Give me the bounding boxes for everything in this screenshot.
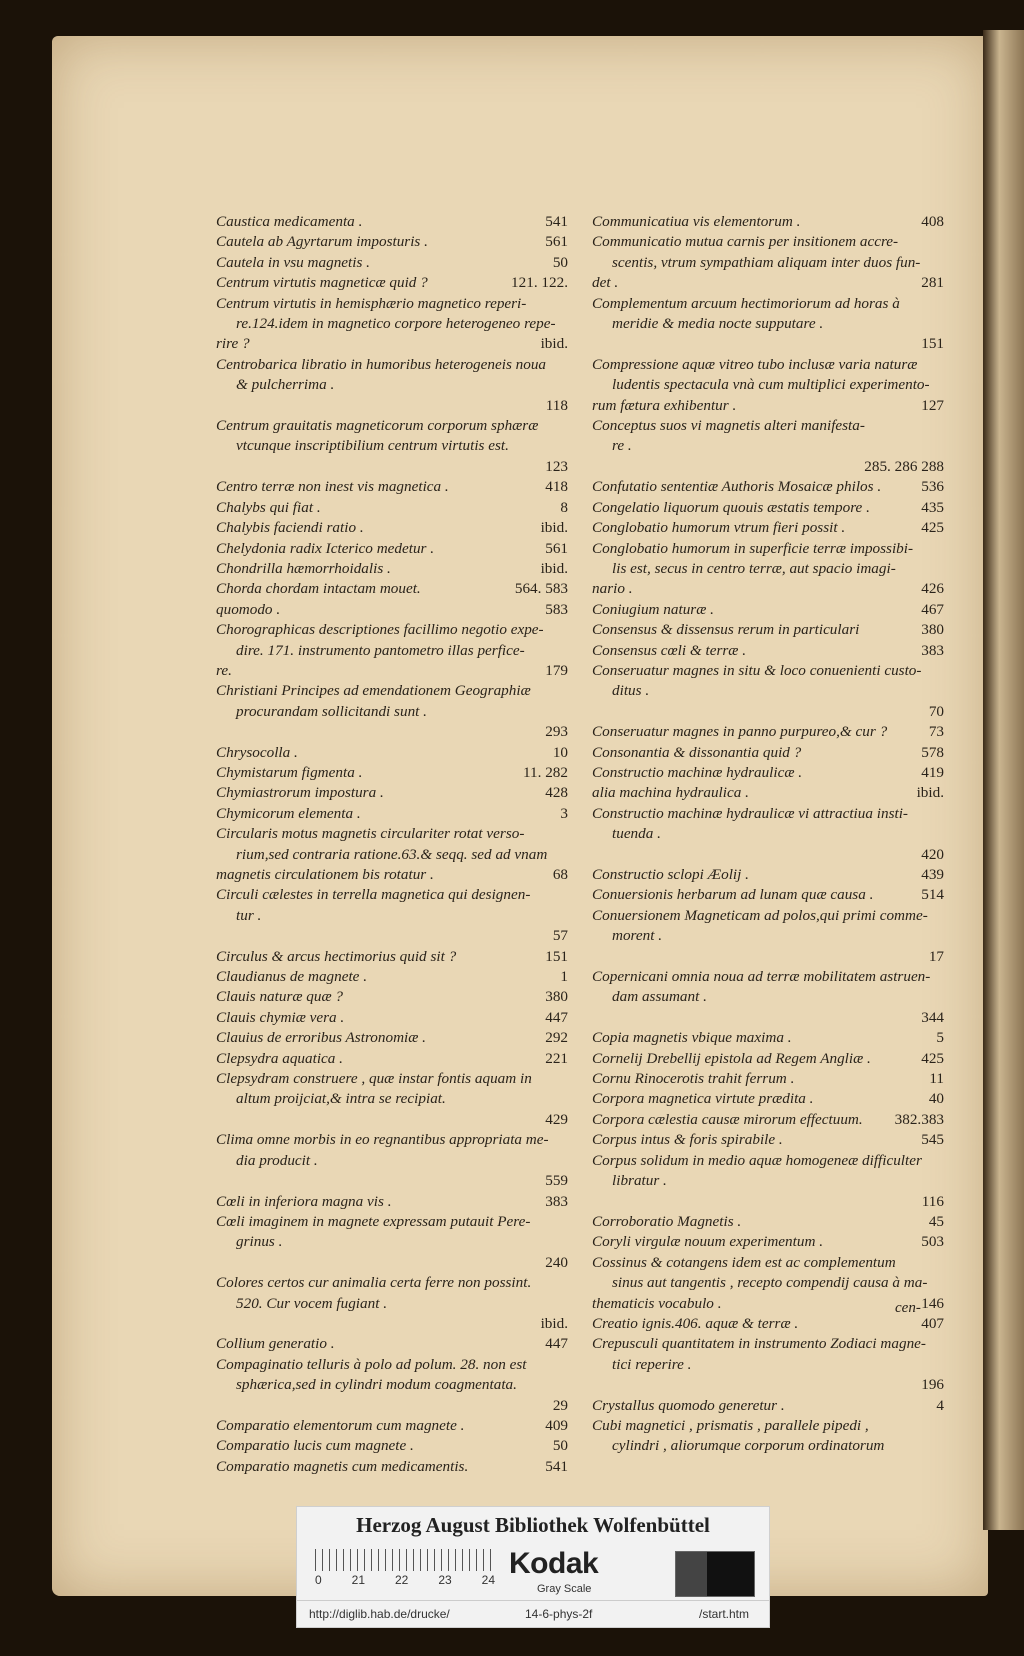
index-entry (592, 1110, 948, 1130)
start-link[interactable]: /start.htm (699, 1607, 750, 1621)
entry-text: det . (592, 274, 619, 292)
page-reference: 50 (552, 253, 568, 271)
url-strip (297, 1600, 769, 1627)
entry-text: Circulus & arcus hectimorius quid sit ? (216, 947, 457, 965)
entry-text: Christiani Principes ad emendationem Geographiæ (216, 682, 531, 700)
index-entry (592, 1028, 948, 1048)
page-reference: 73 (928, 723, 944, 741)
entry-continuation: rium,sed contraria ratione.63.& seqq. sed ad vnam (236, 845, 548, 863)
page-reference: 425 (921, 519, 944, 537)
page-reference: ibid. (916, 784, 944, 802)
page-reference: 45 (928, 1212, 944, 1230)
index-entry (216, 1334, 572, 1354)
index-entry (216, 579, 572, 599)
index-entry (216, 1457, 572, 1477)
page-reference: ibid. (540, 335, 568, 353)
entry-text: Coryli virgulæ nouum experimentum . (592, 1233, 824, 1251)
entry-continuation: lis est, secus in centro terræ, aut spacio imagi- (612, 559, 896, 577)
page-reference: 10 (552, 743, 568, 761)
entry-text: Chelydonia radix Icterico medetur . (216, 539, 435, 557)
page-reference: 383 (921, 641, 944, 659)
index-entry (592, 641, 948, 661)
index-entry (216, 334, 572, 354)
page-reference: 151 (921, 335, 944, 353)
page-reference: 435 (921, 498, 944, 516)
index-entry (216, 763, 572, 783)
page-reference: 118 (545, 396, 568, 414)
index-entry (216, 1008, 572, 1028)
entry-text: Chalybs qui fiat . (216, 498, 321, 516)
index-entry (592, 661, 948, 702)
page-reference: 40 (928, 1090, 944, 1108)
page-reference: 68 (552, 866, 568, 883)
entry-text: Constructio machinæ hydraulicæ vi attractiua insti- (592, 804, 908, 822)
entry-text: Corroboratio Magnetis . (592, 1212, 742, 1230)
entry-continuation: dire. 171. instrumento pantometro illas perfice- (236, 641, 525, 659)
index-entry (592, 865, 948, 885)
gray-swatch (675, 1551, 755, 1597)
index-entry (592, 1416, 948, 1457)
entry-text: Corpora magnetica virtute prædita . (592, 1090, 814, 1108)
gray-scale-label: Gray Scale (537, 1583, 592, 1595)
entry-text: Cubi magnetici , prismatis , parallele pipedi , (592, 1416, 869, 1434)
page-reference: 344 (921, 1008, 944, 1026)
index-entry (216, 1069, 572, 1110)
entry-text: Colores certos cur animalia certa ferre non possint. (216, 1274, 532, 1292)
page-reference: 503 (921, 1233, 944, 1251)
entry-text: Chorda chordam intactam mouet. (216, 580, 421, 598)
index-entry (592, 334, 948, 354)
index-entry (216, 926, 572, 946)
entry-continuation: ditus . (612, 682, 650, 700)
catchword: cen- (895, 1300, 921, 1316)
index-entry (216, 1273, 572, 1314)
page-reference: 17 (928, 947, 944, 965)
index-entry (592, 212, 948, 232)
entry-text: Corpora cælestia causæ mirorum effectuum. (592, 1110, 863, 1128)
page-reference: 221 (545, 1049, 568, 1067)
index-entry (216, 477, 572, 497)
entry-text: Clauius de erroribus Astronomiæ . (216, 1029, 426, 1047)
entry-continuation: altum proijciat,& intra se recipiat. (236, 1090, 446, 1108)
entry-continuation: sinus aut tangentis , recepto compendij causa à ma- (612, 1274, 928, 1292)
index-entry (216, 1130, 572, 1171)
entry-text: rum fætura exhibentur . (592, 396, 737, 414)
page-reference: 285. 286 288 (864, 457, 944, 475)
index-entry (216, 987, 572, 1007)
entry-text: Constructio machinæ hydraulicæ . (592, 763, 803, 781)
page-reference: 583 (545, 600, 568, 618)
entry-text: Cornelij Drebellij epistola ad Regem Angliæ . (592, 1049, 871, 1067)
page-reference: 561 (545, 233, 568, 251)
entry-continuation: re . (612, 437, 632, 455)
shelfmark: 14-6-phys-2f (525, 1607, 593, 1621)
entry-text: Clima omne morbis in eo regnantibus appropriata me- (216, 1131, 549, 1149)
page-reference: 380 (921, 621, 944, 639)
page-reference: 514 (921, 886, 944, 904)
entry-text: Chondrilla hæmorrhoidalis . (216, 559, 391, 577)
ruler-number: 24 (481, 1573, 495, 1587)
index-entry (592, 1334, 948, 1375)
entry-text: Conseruatur magnes in situ & loco conuenienti custo- (592, 661, 922, 679)
index-column-left (216, 212, 572, 1477)
index-entry (592, 232, 948, 273)
page-reference: 429 (545, 1110, 568, 1128)
index-entry (592, 477, 948, 497)
entry-text: Chymiastrorum impostura . (216, 784, 384, 802)
entry-text: nario . (592, 580, 633, 598)
page-reference: 57 (552, 927, 568, 945)
entry-text: alia machina hydraulica . (592, 784, 749, 802)
entry-text: Crepusculi quantitatem in instrumento Zodiaci magne- (592, 1335, 926, 1353)
entry-text: Clepsydra aquatica . (216, 1049, 343, 1067)
entry-continuation: 520. Cur vocem fugiant . (236, 1294, 388, 1312)
entry-text: Clauis chymiæ vera . (216, 1008, 345, 1026)
entry-text: Cornu Rinocerotis trahit ferrum . (592, 1070, 795, 1088)
index-entry (592, 498, 948, 518)
index-entry (592, 947, 948, 967)
page-reference: 426 (921, 580, 944, 598)
entry-text: Communicatiua vis elementorum . (592, 213, 801, 230)
index-entry (216, 1355, 572, 1396)
entry-text: Cautela in vsu magnetis . (216, 253, 370, 271)
index-entry (216, 804, 572, 824)
index-entry (592, 763, 948, 783)
index-entry (216, 294, 572, 335)
index-entry (216, 824, 572, 865)
page-reference: ibid. (540, 1314, 568, 1332)
index-entry (216, 1192, 572, 1212)
page-reference: 428 (545, 784, 568, 802)
entry-text: Cœli imaginem in magnete expressam putauit Pere- (216, 1212, 531, 1230)
index-entry (216, 1253, 572, 1273)
entry-text: Circularis motus magnetis circulariter rotat verso- (216, 825, 525, 843)
index-entry (592, 579, 948, 599)
entry-continuation: tuenda . (612, 825, 661, 843)
entry-text: Chorographicas descriptiones facillimo negotio expe- (216, 621, 544, 639)
entry-text: Claudianus de magnete . (216, 968, 368, 986)
page-reference: 123 (545, 457, 568, 475)
entry-text: Conglobatio humorum vtrum fieri possit . (592, 519, 846, 537)
index-entry (592, 620, 948, 640)
entry-text: Consensus & dissensus rerum in particulari (592, 621, 860, 639)
page-reference: 425 (921, 1049, 944, 1067)
page-reference: 50 (552, 1437, 568, 1455)
entry-text: Compaginatio telluris à polo ad polum. 28. non est (216, 1355, 527, 1373)
ruler-number: 22 (394, 1573, 409, 1587)
entry-continuation: dam assumant . (612, 988, 707, 1006)
entry-text: Centrum grauitatis magneticorum corporum sphæræ (216, 417, 539, 435)
page-reference: 564. 583 (514, 580, 568, 598)
entry-text: Copia magnetis vbique maxima . (592, 1029, 792, 1047)
entry-text: Consensus cœli & terræ . (592, 641, 746, 659)
page-reference: 179 (545, 661, 568, 679)
entry-text: Cœli in inferiora magna vis . (216, 1192, 392, 1210)
entry-text: Cautela ab Agyrtarum imposturis . (216, 233, 428, 251)
entry-text: thematicis vocabulo . (592, 1294, 722, 1312)
index-entry (216, 681, 572, 722)
page-reference: 281 (921, 274, 944, 292)
index-entry (216, 1212, 572, 1253)
page-gutter (983, 30, 1024, 1530)
ruler-numbers (315, 1573, 495, 1587)
entry-continuation: dia producit . (236, 1151, 318, 1169)
index-entry (216, 1396, 572, 1416)
page-reference: 11 (929, 1070, 944, 1088)
index-entry (592, 355, 948, 396)
page-reference: 419 (921, 763, 944, 781)
entry-text: Congelatio liquorum quouis æstatis tempore . (592, 498, 870, 516)
index-entry (592, 1253, 948, 1294)
entry-text: Corpus intus & foris spirabile . (592, 1131, 783, 1149)
library-name: Herzog August Bibliothek Wolfenbüttel (356, 1513, 710, 1537)
page-reference: 293 (545, 723, 568, 741)
digital-library-url[interactable]: http://diglib.hab.de/drucke/ (309, 1607, 450, 1621)
index-entry (592, 1130, 948, 1150)
index-entry (592, 967, 948, 1008)
entry-text: Clepsydram construere , quæ instar fontis aquam in (216, 1070, 532, 1088)
entry-text: Crystallus quomodo generetur . (592, 1396, 785, 1414)
entry-text: Coniugium naturæ . (592, 600, 714, 618)
index-entry (592, 906, 948, 947)
index-entry (592, 1151, 948, 1192)
entry-text: rire ? (216, 335, 250, 353)
index-entry (592, 1375, 948, 1395)
index-entry (592, 1069, 948, 1089)
entry-text: Chymistarum figmenta . (216, 763, 363, 781)
page-reference: 407 (921, 1314, 944, 1332)
entry-continuation: meridie & media nocte supputare . (612, 315, 824, 333)
index-entry (216, 865, 572, 885)
entry-text: Centrum virtutis in hemisphærio magnetico reperi- (216, 294, 527, 312)
index-entry (592, 273, 948, 293)
page-reference: 467 (921, 600, 944, 618)
index-entry (216, 539, 572, 559)
page-reference: ibid. (540, 559, 568, 577)
index-column-right (592, 212, 948, 1457)
page-reference: 292 (545, 1029, 568, 1047)
index-entry (216, 661, 572, 681)
index-entry (592, 885, 948, 905)
entry-continuation: libratur . (612, 1172, 667, 1190)
index-entry (592, 1008, 948, 1028)
index-entry (216, 1049, 572, 1069)
entry-continuation: tici reperire . (612, 1355, 692, 1373)
entry-text: quomodo . (216, 600, 281, 618)
index-entry (592, 600, 948, 620)
entry-text: re. (216, 661, 232, 679)
index-entry (216, 559, 572, 579)
entry-text: Conuersionem Magneticam ad polos,qui primi comme- (592, 906, 928, 924)
page-reference: 420 (921, 845, 944, 863)
index-entry (216, 457, 572, 477)
index-entry (216, 885, 572, 926)
entry-text: Collium generatio . (216, 1335, 335, 1353)
entry-text: Compressione aquæ vitreo tubo inclusæ varia naturæ (592, 355, 918, 373)
index-entry (592, 518, 948, 538)
entry-text: Corpus solidum in medio aquæ homogeneæ difficulter (592, 1151, 922, 1169)
page-reference: 240 (545, 1253, 568, 1271)
page-reference: 439 (921, 866, 944, 883)
page-reference: 127 (921, 396, 944, 414)
page-reference: ibid. (540, 519, 568, 537)
page-reference: 151 (545, 947, 568, 965)
entry-text: magnetis circulationem bis rotatur . (216, 866, 434, 883)
page-reference: 3 (560, 804, 568, 822)
index-entry (592, 845, 948, 865)
page-reference: 541 (545, 1457, 568, 1475)
library-color-target (296, 1506, 770, 1628)
index-entry (592, 416, 948, 457)
index-entry (216, 783, 572, 803)
index-entry (216, 1416, 572, 1436)
index-entry (216, 1028, 572, 1048)
entry-continuation: grinus . (236, 1233, 283, 1251)
ruler-number: 21 (351, 1573, 366, 1587)
index-entry (216, 273, 572, 293)
page-reference: 116 (921, 1192, 944, 1210)
page-reference: 541 (545, 213, 568, 230)
index-entry (216, 355, 572, 396)
entry-text: Centrobarica libratio in humoribus heterogeneis noua (216, 355, 547, 373)
index-entry (216, 600, 572, 620)
index-entry (216, 518, 572, 538)
entry-text: Chrysocolla . (216, 743, 298, 761)
entry-continuation: scentis, vtrum sympathiam aliquam inter duos fun- (612, 253, 921, 271)
entry-text: Conuersionis herbarum ad lunam quæ causa . (592, 886, 874, 904)
page-reference: 559 (545, 1172, 568, 1190)
page-reference: 578 (921, 743, 944, 761)
index-entry (216, 396, 572, 416)
entry-text: Caustica medicamenta . (216, 213, 363, 230)
entry-text: Chalybis faciendi ratio . (216, 519, 364, 537)
entry-text: Comparatio magnetis cum medicamentis. (216, 1457, 469, 1475)
index-entry (592, 1192, 948, 1212)
scale-ruler (315, 1549, 493, 1571)
page-reference: 418 (545, 478, 568, 496)
index-entry (216, 1314, 572, 1334)
entry-text: Cossinus & cotangens idem est ac complementum (592, 1253, 896, 1271)
index-entry (592, 783, 948, 803)
entry-text: Confutatio sententiæ Authoris Mosaicæ philos . (592, 478, 882, 496)
entry-text: Circuli cælestes in terrella magnetica qui designen- (216, 886, 531, 904)
index-entry (592, 294, 948, 335)
index-entry (592, 702, 948, 722)
entry-continuation: procurandam sollicitandi sunt . (236, 702, 427, 720)
page-reference: 5 (936, 1029, 944, 1047)
page-reference: 536 (921, 478, 944, 496)
page-reference: 1 (560, 968, 568, 986)
index-entry (592, 539, 948, 580)
page-reference: 4 (936, 1396, 944, 1414)
index-entry (592, 722, 948, 742)
entry-continuation: morent . (612, 927, 663, 945)
entry-continuation: cylindri , aliorumque corporum ordinatorum (612, 1437, 885, 1455)
entry-text: Clauis naturæ quæ ? (216, 988, 344, 1006)
page-reference: 196 (921, 1376, 944, 1394)
index-entry (592, 1232, 948, 1252)
index-entry (216, 743, 572, 763)
index-entry (216, 253, 572, 273)
page-reference: 408 (921, 213, 944, 230)
entry-text: Centro terræ non inest vis magnetica . (216, 478, 449, 496)
index-entry (216, 232, 572, 252)
entry-continuation: vtcunque inscriptibilium centrum virtutis est. (236, 437, 509, 455)
page-reference: 121. 122. (511, 274, 568, 292)
index-entry (216, 722, 572, 742)
index-entry (216, 416, 572, 457)
entry-text: Centrum virtutis magneticæ quid ? (216, 274, 428, 292)
page-reference: 11. 282 (523, 763, 568, 781)
entry-text: Conceptus suos vi magnetis alteri manifesta- (592, 417, 865, 435)
index-entry (592, 1396, 948, 1416)
index-entry (592, 1089, 948, 1109)
entry-text: Communicatio mutua carnis per insitionem accre- (592, 233, 899, 251)
entry-text: Conglobatio humorum in superficie terræ impossibi- (592, 539, 914, 557)
index-entry (216, 212, 572, 232)
page-reference: 8 (560, 498, 568, 516)
page-reference: 146 (921, 1294, 944, 1312)
entry-continuation: & pulcherrima . (236, 376, 335, 394)
entry-text: Complementum arcuum hectimoriorum ad horas à (592, 294, 900, 312)
entry-continuation: ludentis spectacula vnà cum multiplici experimento- (612, 376, 930, 394)
entry-continuation: tur . (236, 906, 262, 924)
ruler-number: 0 (315, 1573, 322, 1587)
index-entry (216, 620, 572, 661)
page-reference: 29 (552, 1396, 568, 1414)
entry-continuation: re.124.idem in magnetico corpore heterogeneo repe- (236, 315, 556, 333)
entry-continuation: sphærica,sed in cylindri modum coagmentata. (236, 1376, 517, 1394)
page-reference: 382.383 (894, 1110, 944, 1128)
index-entry (216, 1436, 572, 1456)
page-reference: 545 (921, 1131, 944, 1149)
page-reference: 383 (545, 1192, 568, 1210)
index-entry (592, 743, 948, 763)
index-entry (216, 498, 572, 518)
index-entry (216, 967, 572, 987)
page-reference: 70 (928, 702, 944, 720)
page-reference: 380 (545, 988, 568, 1006)
index-entry (592, 804, 948, 845)
entry-text: Creatio ignis.406. aquæ & terræ . (592, 1314, 799, 1332)
entry-text: Consonantia & dissonantia quid ? (592, 743, 802, 761)
kodak-logo: Kodak (509, 1547, 599, 1580)
index-entry (592, 396, 948, 416)
page-reference: 409 (545, 1416, 568, 1434)
index-entry (592, 1049, 948, 1069)
index-entry (592, 457, 948, 477)
entry-text: Chymicorum elementa . (216, 804, 361, 822)
page-reference: 447 (545, 1008, 568, 1026)
index-entry (592, 1212, 948, 1232)
entry-text: Copernicani omnia noua ad terræ mobilitatem astruen- (592, 968, 931, 986)
page-reference: 561 (545, 539, 568, 557)
index-entry (216, 947, 572, 967)
page-reference: 447 (545, 1335, 568, 1353)
ruler-number: 23 (438, 1573, 452, 1587)
entry-text: Comparatio lucis cum magnete . (216, 1437, 414, 1455)
index-entry (216, 1110, 572, 1130)
index-entry (216, 1171, 572, 1191)
entry-text: Conseruatur magnes in panno purpureo,& cur ? (592, 723, 888, 741)
entry-text: Constructio sclopi Æolij . (592, 866, 749, 883)
entry-text: Comparatio elementorum cum magnete . (216, 1416, 465, 1434)
